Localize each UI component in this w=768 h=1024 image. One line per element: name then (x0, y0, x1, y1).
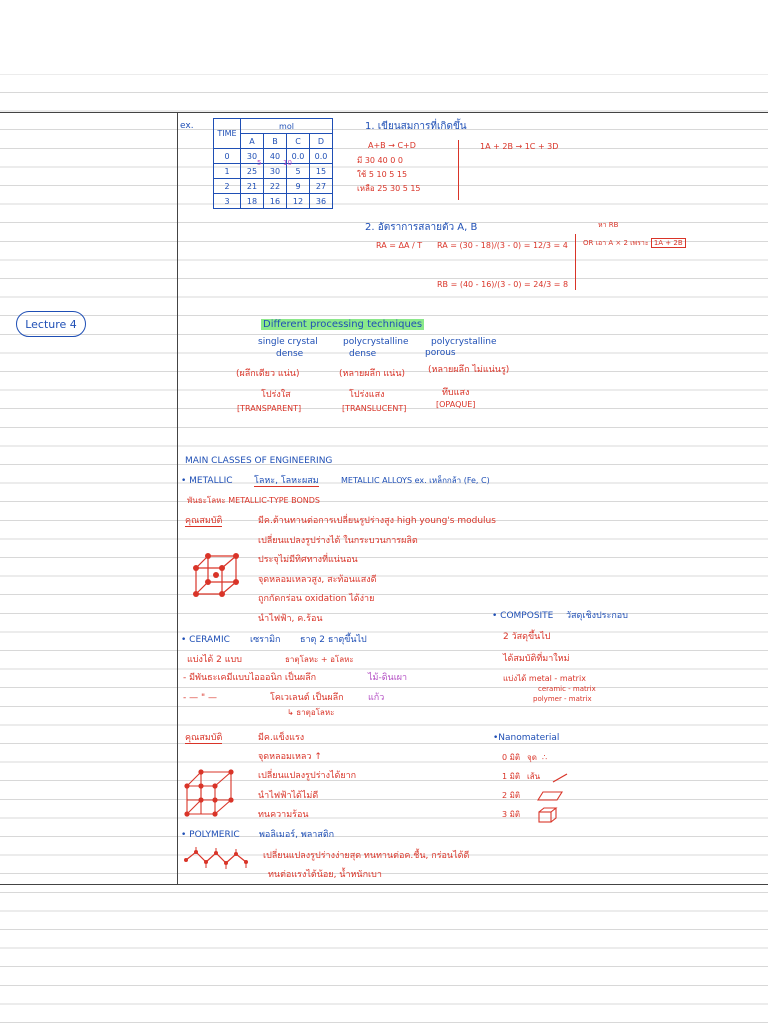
ceramic-covalent-example: แก้ว (368, 693, 385, 703)
metallic-prop: ประจุไม่มีทิศทางที่แน่นอน (258, 555, 358, 565)
polymer-chain-icon (183, 846, 253, 872)
time-header: TIME (214, 119, 241, 149)
ceramic-covalent-dash: - — " — (183, 693, 217, 703)
q1-title: 1. เขียนสมการที่เกิดขึ้น (365, 121, 467, 132)
nano-dim-shape: จุด (527, 753, 537, 762)
table-cell: 22 (264, 179, 287, 194)
ceramic-prop-label-text: คุณสมบัติ (185, 733, 223, 743)
nano-dim-label: 1 มิติ (502, 772, 521, 781)
table-cell: 30 (241, 149, 264, 164)
ceramic-prop: มีค.แข็งแรง (258, 733, 305, 743)
q2-side-note-1: หา RB (598, 221, 619, 229)
composite-thai: วัสดุเชิงประกอบ (566, 611, 628, 621)
technique-property: โปร่งใส (261, 390, 291, 400)
metallic-prop: ถูกกัดกร่อน oxidation ได้ง่าย (258, 594, 375, 604)
composite-line: 2 วัสดุขึ้นไป (503, 632, 551, 642)
table-cell: 3 (214, 194, 241, 209)
table-cell: 16 (264, 194, 287, 209)
ceramic-prop: จุดหลอมเหลว ↑ (258, 752, 322, 762)
q2-divider (575, 234, 576, 290)
table-cell: 18 (241, 194, 264, 209)
ceramic-prop-label (185, 734, 222, 744)
q1-equation: A+B → C+D (368, 141, 416, 150)
technique-name: polycrystalline (431, 337, 497, 347)
composite-line: ceramic - matrix (538, 685, 596, 693)
table-cell: 30 (264, 164, 287, 179)
polymeric-line: เปลี่ยนแปลงรูปร่างง่ายสุด ทนทานต่อค.ชื้น, กร่อนได้ดี (263, 851, 470, 861)
mol-header: mol (241, 119, 333, 134)
table-cell: 12 (287, 194, 310, 209)
metallic-alloys: METALLIC ALLOYS ex. เหล็กกล้า (Fe, C) (341, 476, 490, 485)
technique-property: โปร่งแสง (349, 390, 385, 400)
dots-icon: ∴ (542, 753, 548, 762)
classes-title: MAIN CLASSES OF ENGINEERING (185, 456, 333, 466)
technique-eng: [OPAQUE] (436, 400, 476, 409)
lecture-label: Lecture 4 (16, 311, 86, 337)
plane-icon (537, 790, 563, 802)
ra-calculation: RA = (30 - 18)/(3 - 0) = 12/3 = 4 (437, 241, 568, 250)
ceramic-prop: ทนความร้อน (258, 810, 309, 820)
q2-title: 2. อัตราการสลายตัว A, B (365, 222, 478, 233)
technique-sub: dense (276, 349, 304, 359)
metallic-bond: พันธะโลหะ METALLIC-TYPE BONDS (187, 496, 321, 505)
cube-icon (538, 807, 558, 823)
table-cell: 21 (241, 179, 264, 194)
technique-property: ทึบแสง (442, 388, 470, 398)
table-cell: 0.0 (310, 149, 333, 164)
technique-thai: (หลายผลึก ไม่แน่นรู) (428, 365, 510, 375)
ceramic-prop: เปลี่ยนแปลงรูปร่างได้ยาก (258, 771, 357, 781)
technique-sub: porous (425, 348, 456, 358)
diff-a-annotation: 5 (257, 159, 262, 167)
polymeric-title: • POLYMERIC (181, 830, 240, 840)
table-cell: 2 (214, 179, 241, 194)
q1-start-line: มี 30 40 0 0 (357, 156, 403, 165)
example-label: ex. (180, 121, 194, 131)
technique-name: single crystal (258, 337, 318, 347)
q2-side-box: 1A + 2B (651, 238, 686, 248)
diff-b-annotation: 10 (283, 159, 292, 167)
q1-divider (458, 140, 459, 200)
q1-used-line: ใช้ 5 10 5 15 (357, 170, 408, 179)
table-cell: 5 (287, 164, 310, 179)
polymeric-thai: พอลิเมอร์, พลาสติก (259, 830, 335, 840)
metallic-prop-label-text: คุณสมบัติ (185, 516, 223, 526)
composite-line: แบ่งได้ metal - matrix (503, 674, 586, 683)
table-cell: 27 (310, 179, 333, 194)
ceramic-prop: นำไฟฟ้าได้ไม่ดี (258, 791, 319, 801)
metallic-prop-label (185, 517, 222, 527)
section-top-rule (0, 112, 768, 113)
table-cell: 9 (287, 179, 310, 194)
table-cell: 15 (310, 164, 333, 179)
nano-dim-label: 2 มิติ (502, 791, 521, 800)
ceramic-ionic-example: ไม้-ดินเผา (368, 673, 408, 683)
metallic-prop: มีค.ต้านทานต่อการเปลี่ยนรูปร่างสูง high young's modulus (258, 516, 496, 526)
processing-title: Different processing techniques (263, 319, 423, 330)
table-row (214, 194, 333, 209)
col-header: C (287, 134, 310, 149)
table-cell: 36 (310, 194, 333, 209)
technique-eng: [TRANSPARENT] (237, 404, 302, 413)
ceramic-split: แบ่งได้ 2 แบบ (187, 655, 242, 665)
table-row (214, 164, 333, 179)
technique-thai: (ผลึกเดียว แน่น) (236, 369, 300, 379)
section-bottom-rule (0, 884, 768, 885)
metallic-thai (254, 477, 319, 487)
table-cell: 40 (264, 149, 287, 164)
metallic-prop: เปลี่ยนแปลงรูปร่างได้ ในกระบวนการผลิต (258, 536, 418, 546)
technique-eng: [TRANSLUCENT] (342, 404, 407, 413)
nano-dim-label: 3 มิติ (502, 810, 521, 819)
metallic-prop: นำไฟฟ้า, ค.ร้อน (258, 614, 323, 624)
table-cell: 25 (241, 164, 264, 179)
nano-dim-shape: เส้น (527, 772, 541, 781)
table-cell: 0.0 (287, 149, 310, 164)
technique-sub: dense (349, 349, 377, 359)
polymeric-line: ทนต่อแรงได้น้อย, น้ำหนักเบา (268, 870, 382, 880)
ceramic-type-note: ธาตุโลหะ + อโลหะ (285, 655, 354, 664)
table-row (214, 149, 333, 164)
metallic-prop: จุดหลอมเหลวสูง, สะท้อนแสงดี (258, 575, 377, 585)
col-header: B (264, 134, 287, 149)
line-icon (552, 773, 568, 783)
nano-title: •Nanomaterial (493, 733, 560, 743)
col-header: D (310, 134, 333, 149)
page-top-margin (0, 0, 768, 74)
ceramic-nonmetal-note: ↳ ธาตุอโลหะ (287, 708, 335, 717)
ceramic-lattice-icon (183, 768, 237, 818)
ceramic-covalent: โคเวเลนต์ เป็นผลึก (270, 693, 344, 703)
q1-result: 1A + 2B → 1C + 3D (480, 142, 559, 151)
table-cell: 1 (214, 164, 241, 179)
metallic-title: • METALLIC (181, 476, 233, 486)
rb-calculation: RB = (40 - 16)/(3 - 0) = 24/3 = 8 (437, 280, 569, 289)
margin-rule (177, 112, 178, 884)
col-header: A (241, 134, 264, 149)
mol-table (213, 118, 333, 209)
table-row (214, 179, 333, 194)
nano-dim-label: 0 มิติ (502, 753, 521, 762)
table-cell: 0 (214, 149, 241, 164)
composite-line: ได้สมบัติที่มาใหม่ (503, 654, 570, 664)
technique-thai: (หลายผลึก แน่น) (339, 369, 406, 379)
technique-name: polycrystalline (343, 337, 409, 347)
composite-line: polymer - matrix (533, 695, 592, 703)
q1-left-line: เหลือ 25 30 5 15 (357, 184, 421, 193)
q2-side-note-2: OR เอา A × 2 เพราะ 1A + 2B (583, 240, 686, 248)
ceramic-ionic: - มีพันธะเคมีแบบไอออนิก เป็นผลึก (183, 673, 317, 683)
ceramic-title: • CERAMIC (181, 635, 230, 645)
composite-title: • COMPOSITE (492, 611, 554, 621)
metallic-thai-text: โลหะ, โลหะผสม (254, 476, 319, 486)
ceramic-thai: เซรามิก (250, 635, 281, 645)
ra-definition: RA = ΔA / T (376, 241, 423, 250)
ceramic-desc: ธาตุ 2 ธาตุขึ้นไป (300, 635, 367, 645)
metal-lattice-icon (192, 550, 242, 600)
